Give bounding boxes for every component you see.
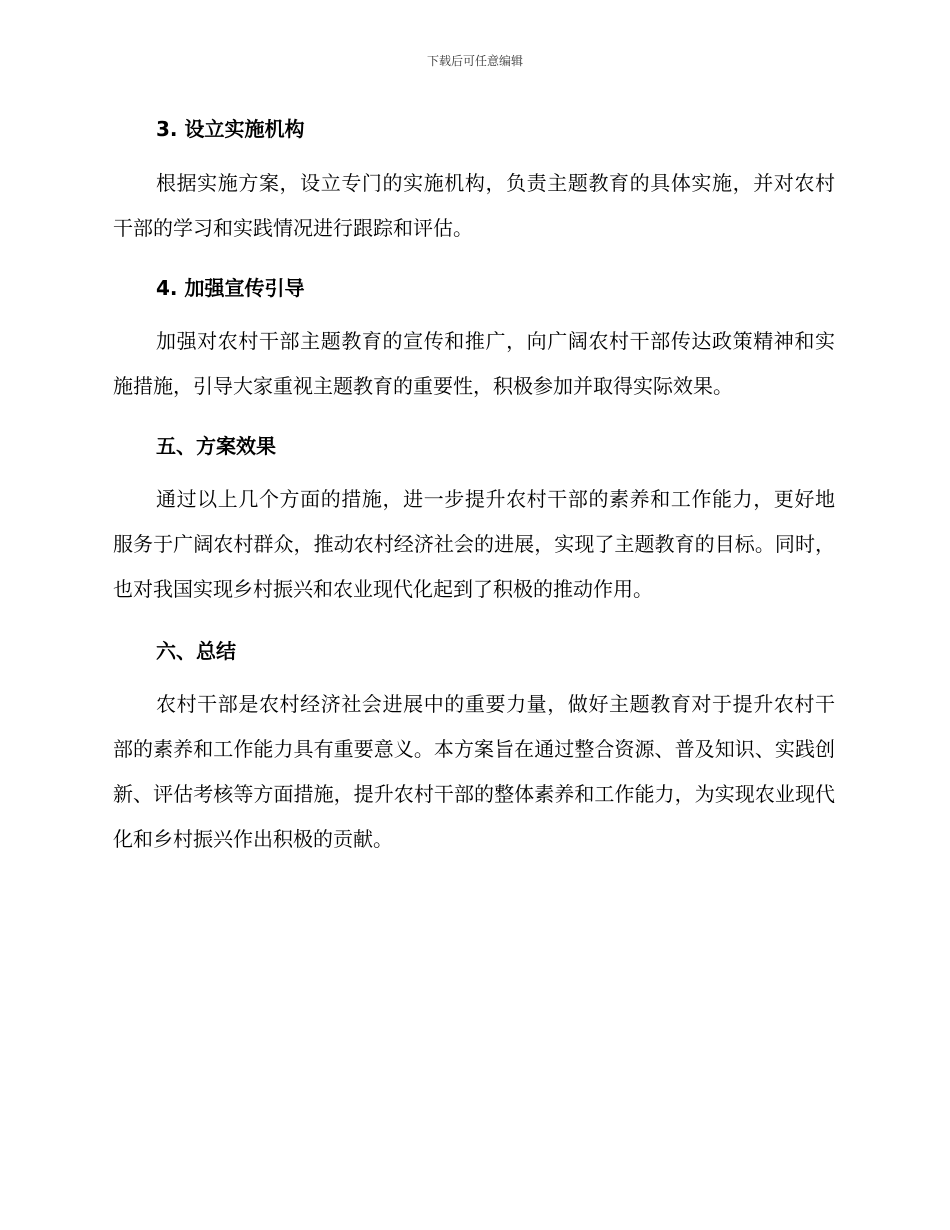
section-heading-implementation-agency: 3. 设立实施机构 [156,117,305,141]
section-paragraph-plan-effects: 通过以上几个方面的措施，进一步提升农村干部的素养和工作能力，更好地服务于广阔农村群众，推动农村经济社会的进展，实现了主题教育的目标。同时，也对我国实现乡村振兴和农业现代化起到了积极的推动作用。 [113,487,835,601]
section-paragraph-summary: 农村干部是农村经济社会进展中的重要力量，做好主题教育对于提升农村干部的素养和工作能力具有重要意义。本方案旨在通过整合资源、普及知识、实践创新、评估考核等方面措施，提升农村干部的整体素养和工作能力，为实现农业现代化和乡村振兴作出积极的贡献。 [113,692,835,851]
document-body [113,110,835,862]
section-paragraph-publicity-guidance: 加强对农村干部主题教育的宣传和推广，向广阔农村干部传达政策精神和实施措施，引导大家重视主题教育的重要性，积极参加并取得实际效果。 [113,329,835,398]
section-heading-publicity-guidance: 4. 加强宣传引导 [156,276,305,300]
section-heading-summary: 六、总结 [156,639,236,663]
page-header-note: 下载后可任意编辑 [426,54,523,68]
section-heading-plan-effects: 五、方案效果 [156,434,276,458]
section-paragraph-implementation-agency: 根据实施方案，设立专门的实施机构，负责主题教育的具体实施，并对农村干部的学习和实践情况进行跟踪和评估。 [113,171,835,240]
